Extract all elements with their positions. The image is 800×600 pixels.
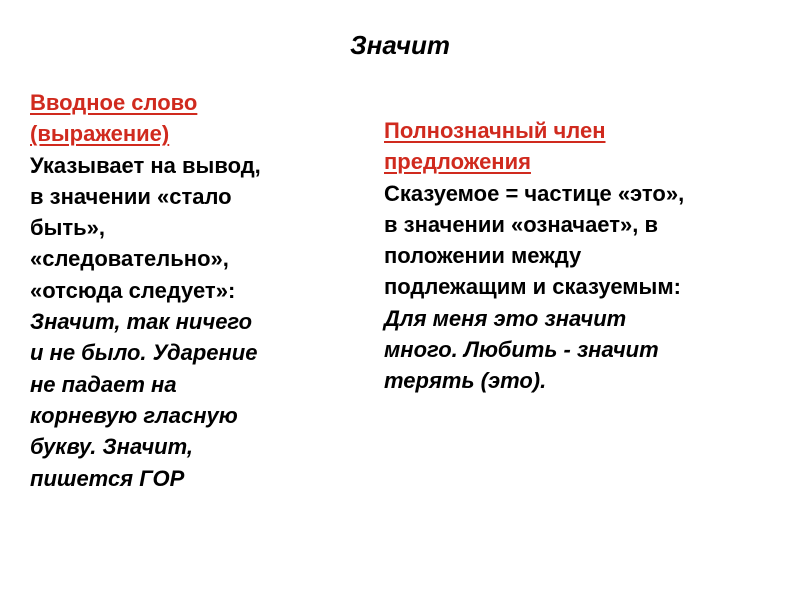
right-heading-line-2: предложения bbox=[384, 149, 531, 175]
left-text-line-1: Указывает на вывод, bbox=[30, 152, 261, 178]
right-example-line-2: много. Любить - значит bbox=[384, 337, 659, 363]
right-text-line-4: подлежащим и сказуемым: bbox=[384, 274, 681, 300]
left-example-line-3: не падает на bbox=[30, 371, 177, 397]
right-text-line-2: в значении «означает», в bbox=[384, 211, 659, 237]
left-example-line-1: Значит, так ничего bbox=[30, 309, 253, 335]
left-text-line-2: в значении «стало bbox=[30, 183, 232, 209]
left-example-line-2: и не было. Ударение bbox=[30, 340, 258, 366]
left-heading-line-1: Вводное слово bbox=[30, 90, 198, 115]
right-example-line-3: терять (это). bbox=[384, 368, 547, 394]
left-example-line-6: пишется ГОР bbox=[30, 465, 185, 491]
slide-title: Значит bbox=[349, 30, 451, 60]
right-heading-line-1: Полнозначный член bbox=[384, 118, 606, 143]
left-example-line-5: букву. Значит, bbox=[30, 434, 194, 460]
left-example-line-4: корневую гласную bbox=[30, 402, 238, 428]
left-text-line-4: «следовательно», bbox=[30, 246, 229, 272]
right-example-line-1: Для меня это значит bbox=[384, 305, 627, 331]
right-text-line-1: Сказуемое = частице «это», bbox=[384, 180, 685, 206]
right-column bbox=[384, 115, 764, 397]
left-heading-line-2: (выражение) bbox=[30, 121, 170, 147]
left-text-line-5: «отсюда следует»: bbox=[30, 277, 236, 303]
left-column bbox=[30, 87, 330, 494]
right-text-line-3: положении между bbox=[384, 243, 582, 269]
left-text-line-3: быть», bbox=[30, 215, 106, 241]
